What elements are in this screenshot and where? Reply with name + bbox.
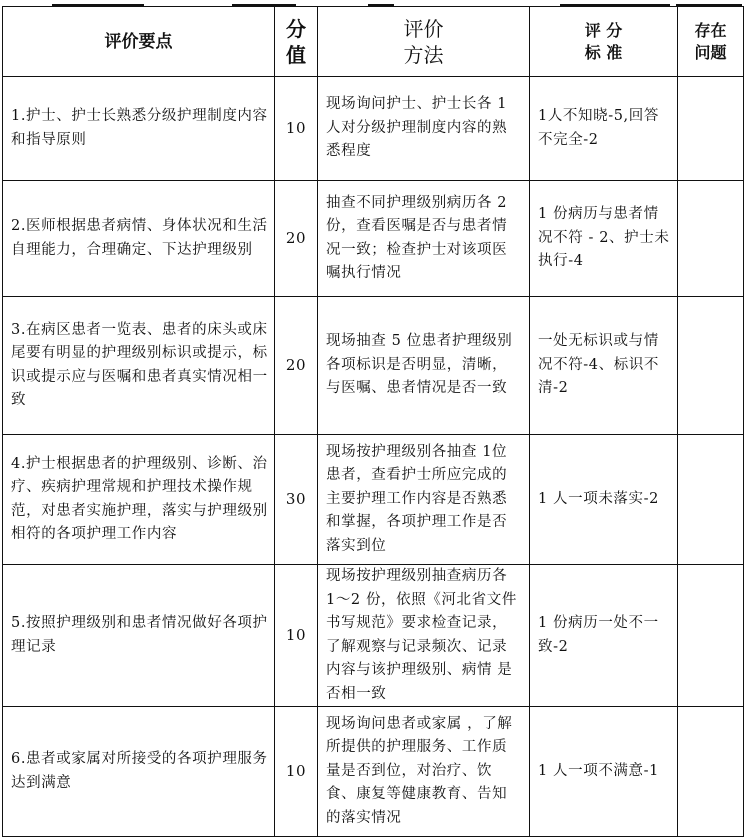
- row-score: 20: [275, 297, 318, 435]
- row-issue: [678, 297, 744, 435]
- row-score: 10: [275, 565, 318, 707]
- row-point: 6.患者或家属对所接受的各项护理服务达到满意: [3, 707, 275, 837]
- header-standard-line2: 标 准: [584, 42, 623, 62]
- header-score-line2: 值: [286, 42, 306, 67]
- header-issue: [678, 7, 744, 77]
- header-standard-line1: 评 分: [584, 20, 623, 40]
- table-row: [3, 707, 744, 837]
- row-method: 抽查不同护理级别病历各 2 份，查看医嘱是否与患者情况一致；检查护士对该项医嘱执行情况: [318, 181, 530, 297]
- header-row: [3, 7, 744, 77]
- header-issue-line1: 存在: [694, 20, 727, 40]
- header-issue-line2: 问题: [694, 42, 727, 62]
- table-row: [3, 297, 744, 435]
- header-score-line1: 分: [286, 16, 306, 41]
- row-standard: 1 份病历一处不一致-2: [530, 565, 678, 707]
- row-standard: 1 份病历与患者情况不符 - 2、护士未执行-4: [530, 181, 678, 297]
- header-standard: [530, 7, 678, 77]
- row-issue: [678, 77, 744, 181]
- row-standard: 1 人一项未落实-2: [530, 435, 678, 565]
- row-point: 3.在病区患者一览表、患者的床头或床尾要有明显的护理级别标识或提示，标识或提示应与医嘱和患者真实情况相一致: [3, 297, 275, 435]
- row-standard: 1人不知晓-5,回答不完全-2: [530, 77, 678, 181]
- row-issue: [678, 565, 744, 707]
- header-method-line2: 方法: [403, 42, 444, 67]
- header-method-line1: 评价: [403, 16, 444, 41]
- row-issue: [678, 435, 744, 565]
- table-row: [3, 565, 744, 707]
- row-point: 1.护士、护士长熟悉分级护理制度内容和指导原则: [3, 77, 275, 181]
- row-score: 10: [275, 707, 318, 837]
- header-method: [318, 7, 530, 77]
- row-score: 10: [275, 77, 318, 181]
- evaluation-table: [2, 6, 744, 837]
- header-point: 评价要点: [3, 7, 275, 77]
- row-method: 现场询问患者或家属 ，了解所提供的护理服务、工作质量是否到位，对治疗、饮食、康复等健康教育、告知的落实情况: [318, 707, 530, 837]
- row-score: 20: [275, 181, 318, 297]
- header-score: [275, 7, 318, 77]
- row-point: 5.按照护理级别和患者情况做好各项护理记录: [3, 565, 275, 707]
- row-point: 2.医师根据患者病情、身体状况和生活自理能力，合理确定、下达护理级别: [3, 181, 275, 297]
- table-row: [3, 181, 744, 297]
- row-standard: 1 人一项不满意-1: [530, 707, 678, 837]
- row-issue: [678, 707, 744, 837]
- row-score: 30: [275, 435, 318, 565]
- row-standard: 一处无标识或与情况不符-4、标识不清-2: [530, 297, 678, 435]
- row-point: 4.护士根据患者的护理级别、诊断、治疗、疾病护理常规和护理技术操作规范，对患者实施护理，落实与护理级别相符的各项护理工作内容: [3, 435, 275, 565]
- table-row: [3, 435, 744, 565]
- row-method: 现场抽查 5 位患者护理级别各项标识是否明显，清晰，与医嘱、患者情况是否一致: [318, 297, 530, 435]
- row-method: 现场按护理级别抽查病历各 1～2 份，依照《河北省文件书写规范》要求检查记录，了解观察与记录频次、记录内容与该护理级别、病情 是否相一致: [318, 565, 530, 707]
- row-method: 现场按护理级别各抽查 1位患者，查看护士所应完成的主要护理工作内容是否熟悉和掌握，各项护理工作是否落实到位: [318, 435, 530, 565]
- table-row: [3, 77, 744, 181]
- row-issue: [678, 181, 744, 297]
- row-method: 现场询问护士、护士长各 1 人对分级护理制度内容的熟悉程度: [318, 77, 530, 181]
